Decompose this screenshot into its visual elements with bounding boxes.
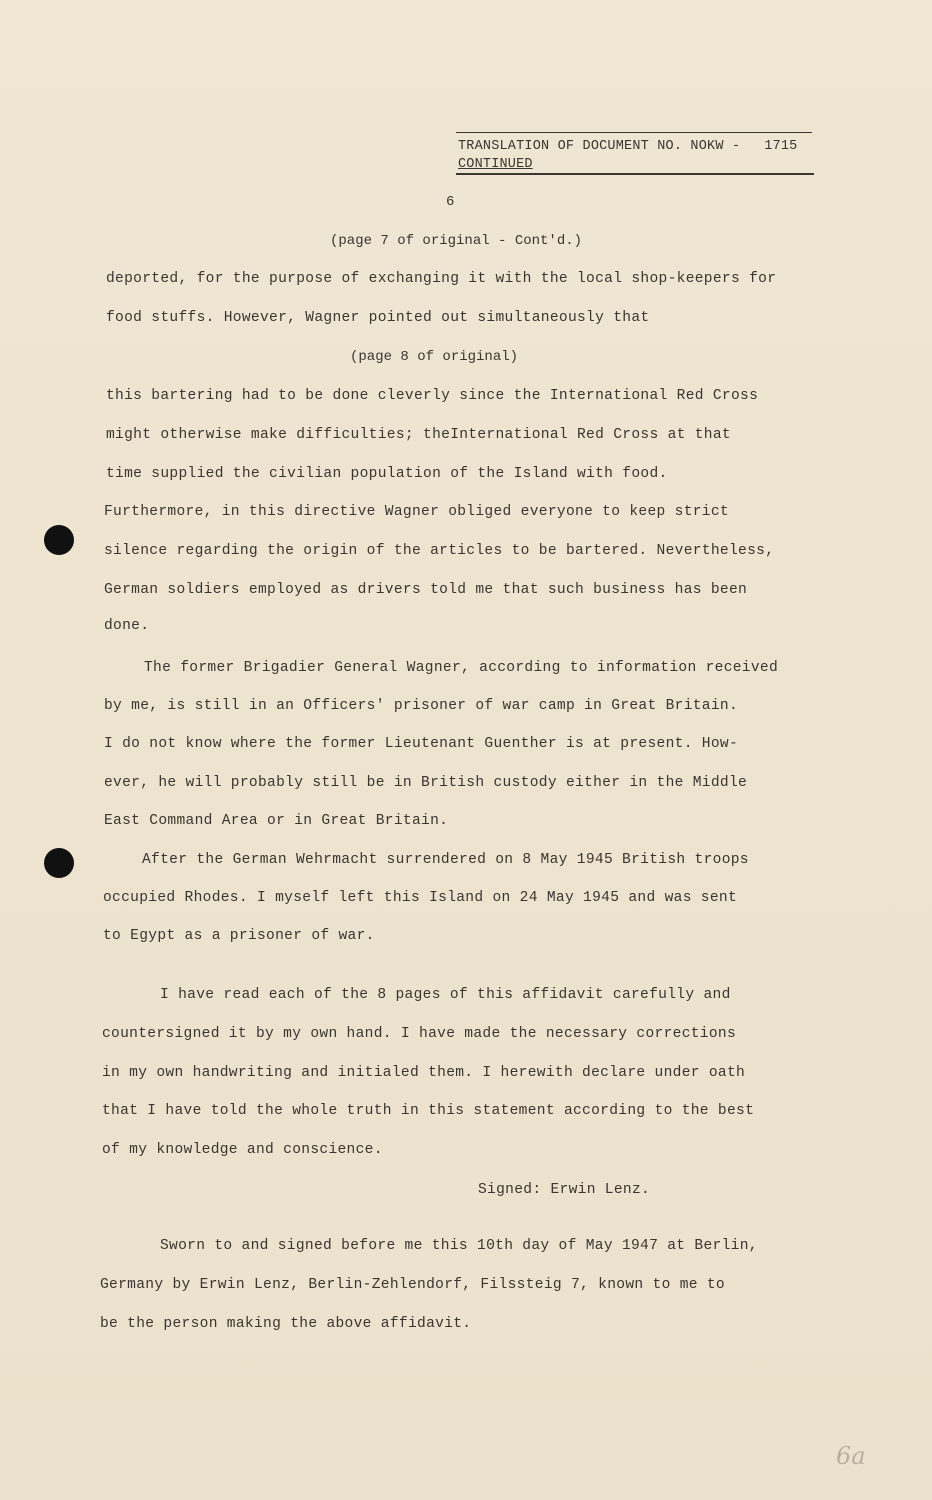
header-line-1 [458,138,858,156]
text-line: German soldiers employed as drivers told me that such business has been [104,582,748,598]
header-line-2: CONTINUED [458,157,533,172]
header-doc-number: 1715 [764,139,798,154]
text-line: to Egypt as a prisoner of war. [103,928,375,944]
text-line: I have read each of the 8 pages of this affidavit carefully and [160,987,731,1003]
text-line: occupied Rhodes. I myself left this Island on 24 May 1945 and was sent [103,890,738,906]
header-rule-bottom [456,173,814,175]
text-line: in my own handwriting and initialed them. I herewith declare under oath [102,1065,746,1081]
header-rule-top [456,132,812,133]
text-line: East Command Area or in Great Britain. [104,813,449,829]
text-line: time supplied the civilian population of the Island with food. [106,466,668,482]
text-line: I do not know where the former Lieutenant Guenther is at present. How- [104,736,739,752]
text-line: deported, for the purpose of exchanging it with the local shop-keepers for [106,271,777,287]
text-line: ever, he will probably still be in British custody either in the Middle [104,775,748,791]
text-line: done. [104,618,150,634]
signature-line: Signed: Erwin Lenz. [478,1182,651,1198]
text-line: might otherwise make difficulties; theInternational Red Cross at that [106,427,731,443]
text-line: After the German Wehrmacht surrendered on 8 May 1945 British troops [142,852,749,868]
text-line: silence regarding the origin of the articles to be bartered. Nevertheless, [104,543,775,559]
text-line: be the person making the above affidavit. [100,1316,472,1332]
text-line: countersigned it by my own hand. I have made the necessary corrections [102,1026,737,1042]
page-number: 6 [446,194,455,210]
text-line: that I have told the whole truth in this statement according to the best [102,1103,755,1119]
text-line: this bartering had to be done cleverly since the International Red Cross [106,388,759,404]
text-line: by me, is still in an Officers' prisoner of war camp in Great Britain. [104,698,739,714]
text-line: Furthermore, in this directive Wagner obliged everyone to keep strict [104,504,729,520]
text-line: of my knowledge and conscience. [102,1142,383,1158]
text-line: The former Brigadier General Wagner, according to information received [144,660,779,676]
text-line: food stuffs. However, Wagner pointed out simultaneously that [106,310,650,326]
document-header [458,138,858,174]
punch-hole-bottom [44,848,74,878]
text-line: Germany by Erwin Lenz, Berlin-Zehlendorf, Filssteig 7, known to me to [100,1277,725,1293]
header-title-text: TRANSLATION OF DOCUMENT NO. NOKW - [458,139,741,154]
text-line: Sworn to and signed before me this 10th day of May 1947 at Berlin, [160,1238,758,1254]
original-page-ref-8: (page 8 of original) [350,349,519,365]
original-page-ref-7: (page 7 of original - Cont'd.) [330,233,583,249]
handwritten-page-note: 6a [836,1442,866,1470]
punch-hole-top [44,525,74,555]
